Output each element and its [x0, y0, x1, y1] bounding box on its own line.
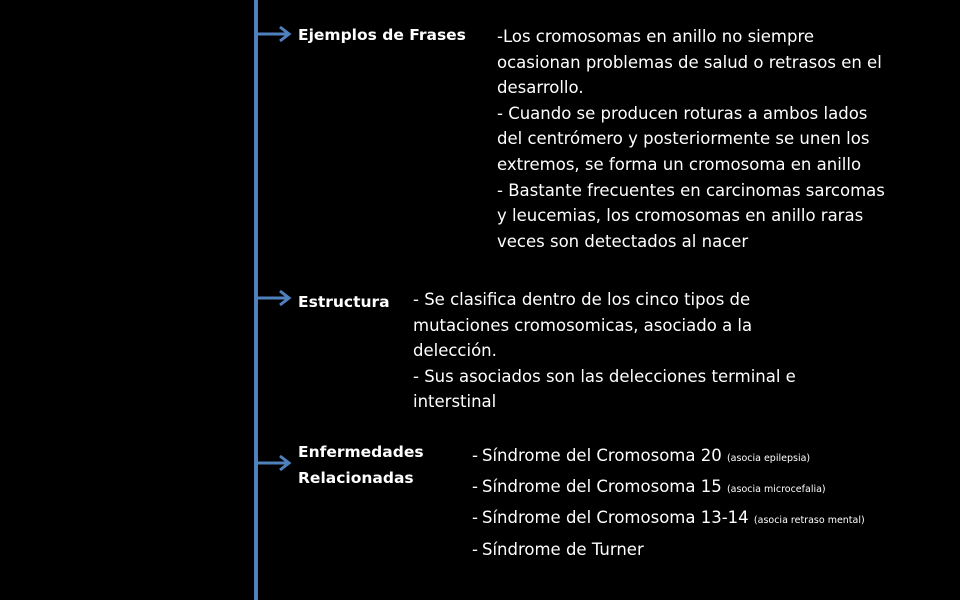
text-line: interstinal — [413, 392, 497, 412]
disease-name: Síndrome de Turner — [481, 539, 644, 559]
text-line: extremos, se forma un cromosoma en anillo — [497, 154, 862, 174]
text-line: desarrollo. — [497, 78, 584, 98]
text-line: veces son detectados al nacer — [497, 231, 749, 251]
text-line: -Los cromosomas en anillo no siempre — [497, 27, 815, 46]
text-line: mutaciones cromosomicas, asociado a la — [413, 315, 753, 335]
text-line: del centrómero y posteriormente se unen los — [497, 129, 870, 149]
section-text-estructura — [413, 287, 796, 415]
section-label-ejemplos: Ejemplos de Frases — [298, 26, 466, 44]
list-item — [472, 504, 865, 535]
disease-note: (asocia microcefalia) — [726, 484, 826, 496]
list-item — [472, 473, 865, 504]
disease-note: (asocia epilepsia) — [726, 453, 811, 464]
section-text-ejemplos — [497, 24, 885, 254]
text-line: ocasionan problemas de salud o retrasos en el — [497, 52, 882, 72]
list-item — [472, 536, 865, 564]
disease-name: Síndrome del Cromosoma 20 — [481, 446, 722, 465]
text-line: - Sus asociados son las delecciones terminal e — [413, 366, 796, 386]
text-line: delección. — [413, 341, 497, 361]
text-line: - Se clasifica dentro de los cinco tipos de — [413, 290, 751, 309]
section-label-enfermedades: Enfermedades — [298, 443, 424, 461]
list-dash: - — [472, 446, 478, 465]
text-line: - Bastante frecuentes en carcinomas sarcomas — [497, 180, 885, 200]
list-dash: - — [472, 539, 478, 559]
list-item — [472, 442, 865, 473]
text-line: y leucemias, los cromosomas en anillo raras — [497, 206, 864, 226]
section-label-relacionadas: Relacionadas — [298, 469, 414, 487]
disease-name: Síndrome del Cromosoma 15 — [481, 477, 722, 497]
disease-note: (asocia retraso mental) — [753, 515, 865, 527]
arrow-right-icon — [258, 288, 292, 308]
arrow-right-icon — [258, 24, 292, 44]
disease-name: Síndrome del Cromosoma 13-14 — [481, 508, 749, 528]
list-dash: - — [472, 477, 478, 497]
list-dash: - — [472, 508, 478, 528]
section-label-estructura: Estructura — [298, 293, 390, 311]
arrow-right-icon — [258, 453, 292, 473]
disease-list — [472, 442, 865, 564]
text-line: - Cuando se producen roturas a ambos lados — [497, 103, 868, 123]
